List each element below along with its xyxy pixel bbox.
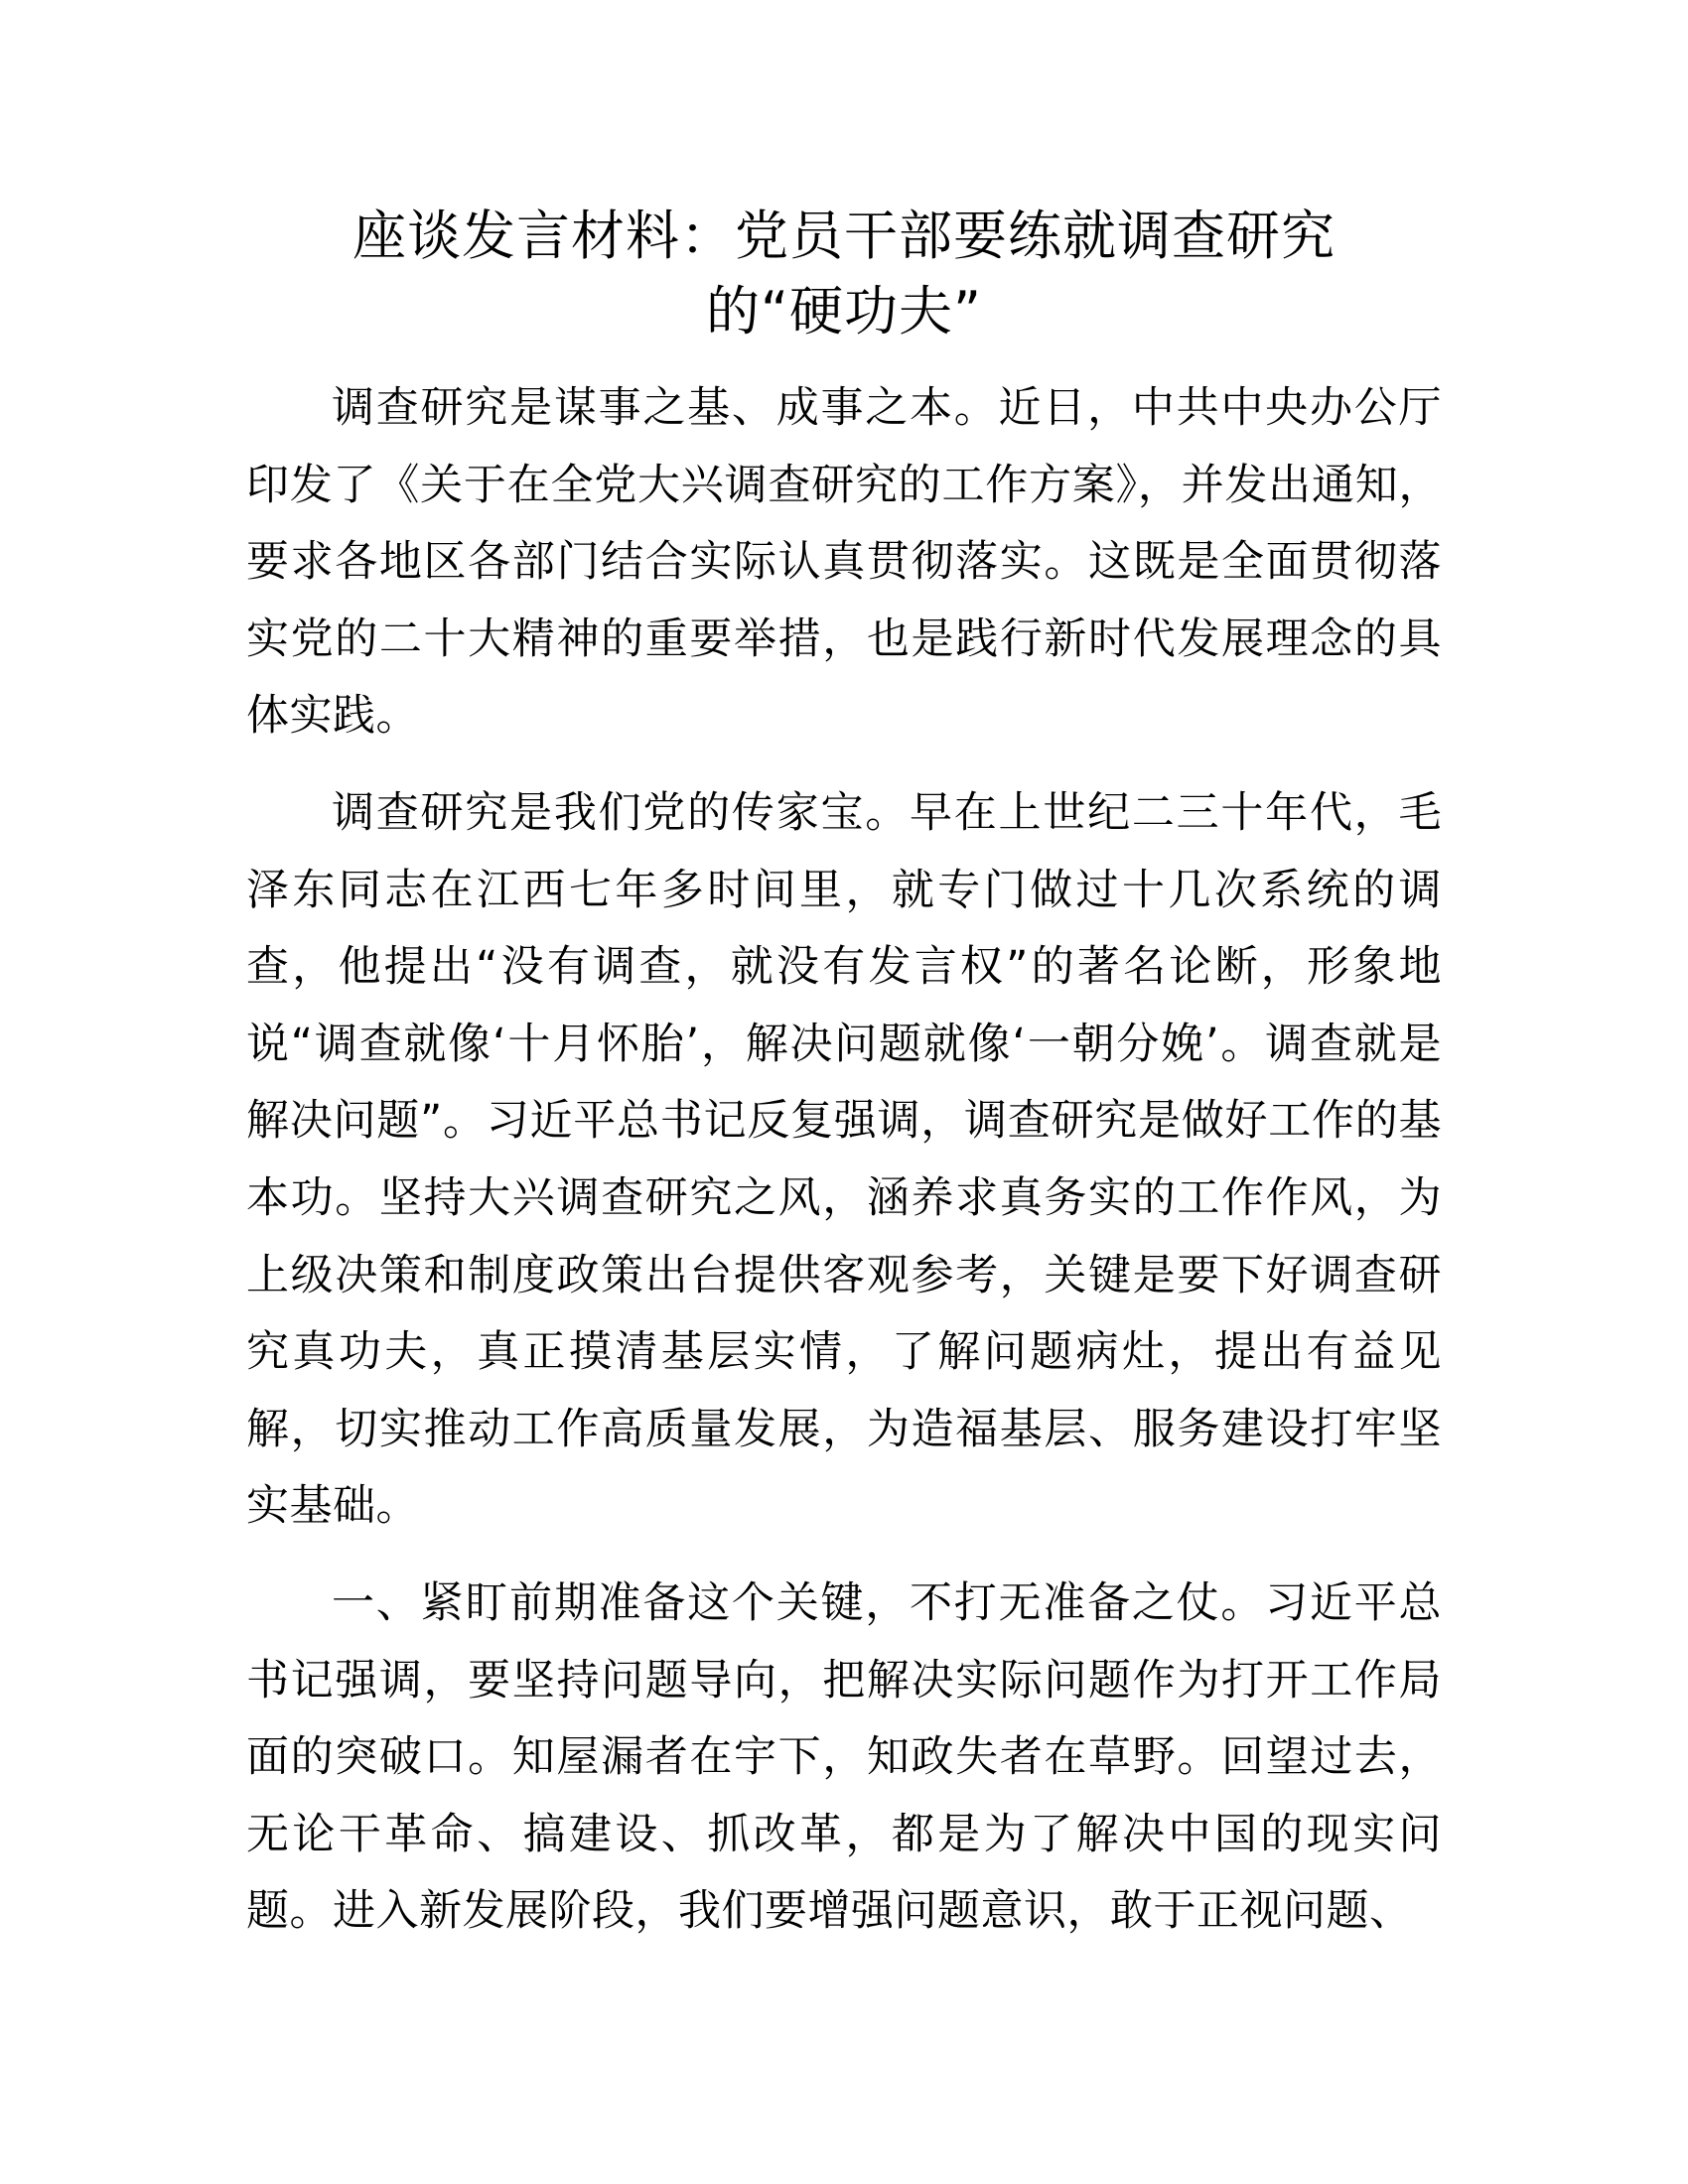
paragraph-2: 调查研究是我们党的传家宝。早在上世纪二三十年代，毛泽东同志在江西七年多时间里，就专门做过十几次系统的调查，他提出“没有调查，就没有发言权”的著名论断，形象地说“调查就像‘十月怀胎’，解决问题就像‘一朝分娩’。调查就是解决问题”。习近平总书记反复强调，调查研究是做好工作的基本功。坚持大兴调查研究之风，涵养求真务实的工作作风，为上级决策和制度政策出台提供客观参考，关键是要下好调查研究真功夫，真正摸清基层实情，了解问题病灶，提出有益见解，切实推动工作高质量发展，为造福基层、服务建设打牢坚实基础。	[246, 787, 1442, 1532]
document-body	[246, 370, 1442, 1971]
title-line-2: 的“硬功夫”	[706, 280, 982, 342]
paragraph-3: 一、紧盯前期准备这个关键，不打无准备之仗。习近平总书记强调，要坚持问题导向，把解决实际问题作为打开工作局面的突破口。知屋漏者在宇下，知政失者在草野。回望过去，无论干革命、搞建设、抓改革，都是为了解决中国的现实问题。进入新发展阶段，我们要增强问题意识，敢于正视问题、	[246, 1577, 1442, 1937]
document-title	[246, 199, 1442, 349]
title-line-1: 座谈发言材料：党员干部要练就调查研究	[352, 205, 1336, 267]
paragraph-1: 调查研究是谋事之基、成事之本。近日，中共中央办公厅印发了《关于在全党大兴调查研究的工作方案》，并发出通知，要求各地区各部门结合实际认真贯彻落实。这既是全面贯彻落实党的二十大精神的重要举措，也是践行新时代发展理念的具体实践。	[246, 383, 1442, 742]
